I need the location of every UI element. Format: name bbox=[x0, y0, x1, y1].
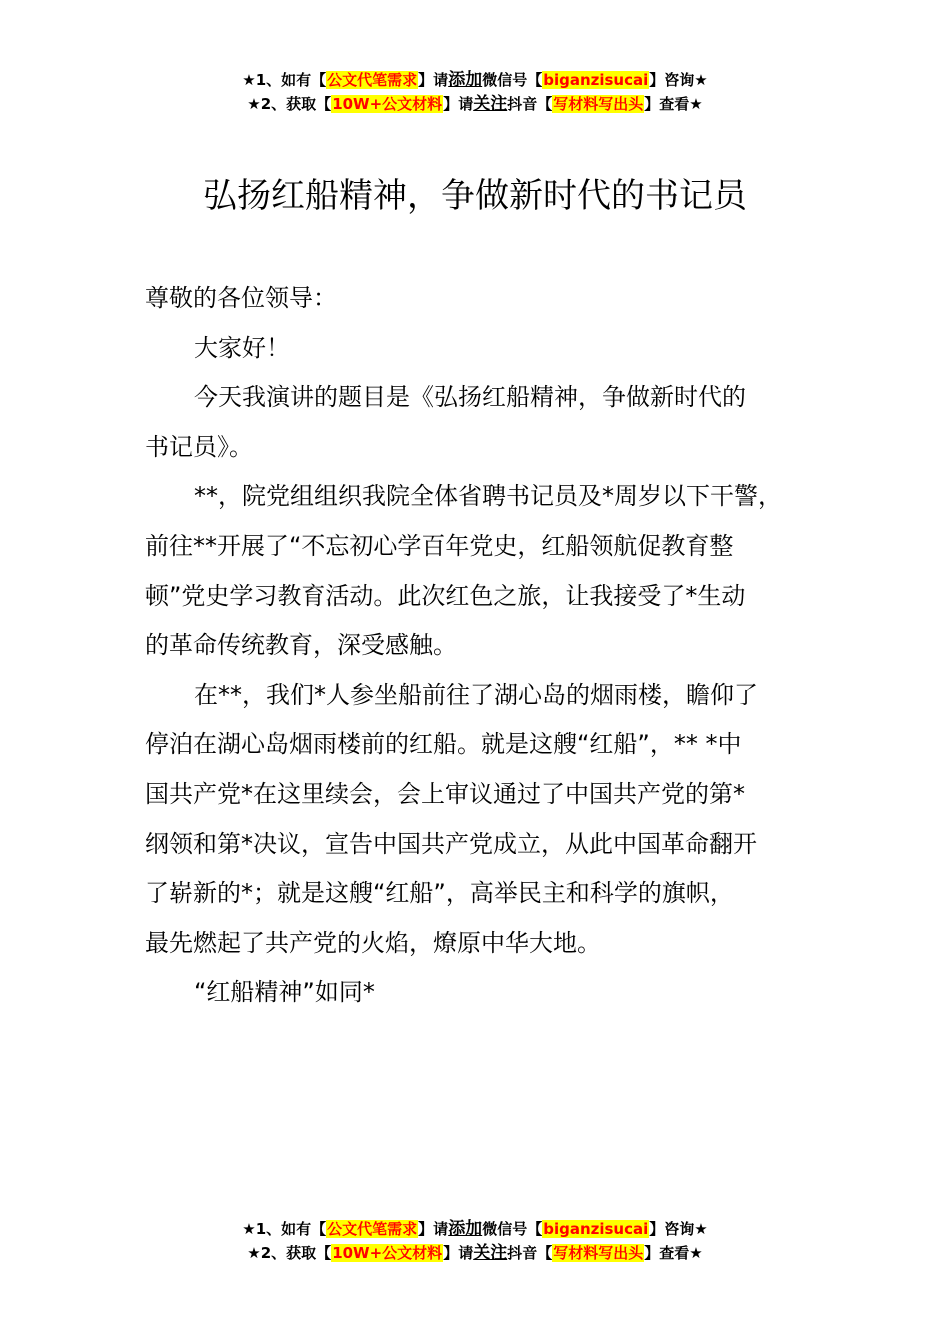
highlight-service: 公文代笔需求 bbox=[327, 71, 418, 89]
paragraph-topic: 今天我演讲的题目是《弘扬红船精神，争做新时代的 书记员》。 bbox=[145, 383, 746, 461]
paragraph-spirit: “红船精神”如同* bbox=[194, 978, 375, 1007]
highlight-materials: 10W+公文材料 bbox=[332, 95, 443, 113]
greeting: 大家好！ bbox=[194, 333, 290, 362]
header-banner bbox=[0, 68, 950, 116]
paragraph-red-boat: 在**，我们*人参坐船前往了湖心岛的烟雨楼，瞻仰了 停泊在湖心岛烟雨楼前的红船。就是这艘“红船”，** *中 国共产党*在这里续会，会上审议通过了中国共产党的第* 纲领和第*决议，宣告中国共产党成立，从此中国革命翻开 了崭新的*；就是这艘“红船”，高举民主和科学的旗帜， 最先燃起了共产党的火焰，燎原中华大地。 bbox=[145, 680, 758, 957]
footer-line-2: ★2、获取【10W+公文材料】请关注抖音【写材料写出头】查看★ bbox=[247, 1243, 703, 1263]
highlight-service: 公文代笔需求 bbox=[327, 1220, 418, 1238]
douyin-account: 写材料写出头 bbox=[553, 95, 644, 113]
salutation: 尊敬的各位领导： bbox=[145, 284, 337, 312]
wechat-id: biganzisucai bbox=[543, 71, 649, 89]
douyin-account: 写材料写出头 bbox=[553, 1244, 644, 1262]
header-line-2: ★2、获取【10W+公文材料】请关注抖音【写材料写出头】查看★ bbox=[247, 94, 703, 114]
wechat-id: biganzisucai bbox=[543, 1220, 649, 1238]
highlight-materials: 10W+公文材料 bbox=[332, 1244, 443, 1262]
paragraph-activity: **，院党组组织我院全体省聘书记员及*周岁以下干警， 前往**开展了“不忘初心学百年党史，红船领航促教育整 顿”党史学习教育活动。此次红色之旅，让我接受了*生动 的革命传统教育，深受感触。 bbox=[145, 482, 782, 660]
footer-line-1: ★1、如有【公文代笔需求】请添加微信号【biganzisucai】咨询★ bbox=[242, 1219, 708, 1239]
header-line-1: ★1、如有【公文代笔需求】请添加微信号【biganzisucai】咨询★ bbox=[242, 70, 708, 90]
document-title: 弘扬红船精神，争做新时代的书记员 bbox=[203, 176, 747, 216]
footer-banner bbox=[0, 1217, 950, 1265]
document-body bbox=[145, 274, 835, 1018]
